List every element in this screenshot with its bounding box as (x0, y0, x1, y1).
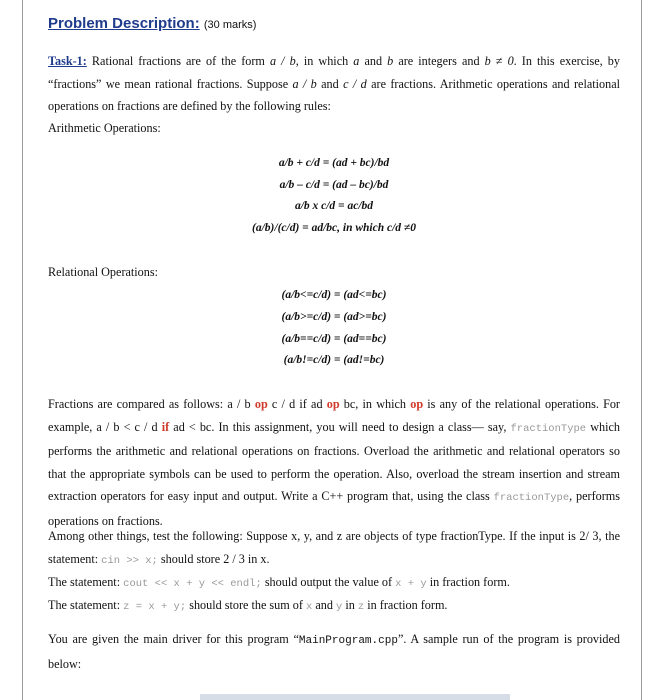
arith-formula-subtract: a/b – c/d = (ad – bc)/bd (279, 179, 389, 191)
task-text: , in which (295, 54, 354, 68)
stmt-text: The statement: (48, 575, 124, 589)
page-border-left (22, 0, 23, 700)
among-text: Among other things, test the following: Suppose x, y, and z are objects of type fractionType. If the input is 2/ 3, the statement: (48, 529, 620, 566)
arith-formula-add: a/b + c/d = (ad + bc)/bd (278, 157, 390, 169)
among-text: should store 2 / 3 in x. (157, 551, 270, 566)
task-math: b (387, 54, 394, 68)
heading-marks: (30 marks) (203, 19, 257, 31)
assign-code: z = x + y; (123, 601, 187, 613)
code-box-edge (200, 694, 510, 700)
var-z-code: z (357, 601, 365, 613)
compare-text: , performs operations on fractions. (48, 489, 621, 528)
compare-text: which performs the arithmetic and relational operations on fractions. Overload the arithmetic and relational operators so that the appropriate symbols can be used to perform the operation. Also, overload the stream insertion and stream extraction operators for easy input and output. Write a C++ program that, using the class (48, 419, 620, 503)
task-math: a / b (269, 54, 296, 68)
stmt-text: The statement: (48, 598, 124, 612)
stmt-text: in fraction form. (364, 598, 448, 612)
task-label: Task-1: (48, 54, 87, 68)
main-program-filename: MainProgram.cpp (298, 635, 398, 647)
compare-text: Fractions are compared as follows: a / b (48, 397, 255, 411)
op-keyword: op (326, 397, 340, 411)
heading-title: Problem Description: (48, 15, 200, 32)
compare-text: c / d if ad (267, 397, 327, 411)
task-text: and (359, 54, 388, 68)
class-name-code: fractionType (493, 492, 570, 504)
driver-text: You are given the main driver for this program “ (48, 632, 299, 646)
rel-formula-eq: (a/b==c/d) = (ad==bc) (281, 333, 387, 345)
compare-paragraph (48, 393, 620, 532)
task-text: Rational fractions are of the form (86, 54, 270, 68)
task-text: . In this exercise, by “fractions” we mean rational fractions. Suppose (48, 54, 620, 91)
stmt-text: and (312, 598, 337, 612)
compare-text: is any of the relational operations. For example, a / b < c / d (48, 397, 620, 434)
task-text: and (316, 76, 344, 91)
problem-heading (48, 15, 256, 32)
arith-formula-divide: (a/b)/(c/d) = ad/bc, in which c/d ≠0 (252, 222, 416, 234)
cout-code: cout << x + y << endl; (123, 578, 262, 590)
relational-title: Relational Operations: (48, 265, 158, 279)
task-text: are integers and (393, 54, 485, 68)
sum-code: x + y (395, 578, 427, 590)
stmt-text: in (342, 598, 358, 612)
stmt-text: in fraction form. (426, 575, 510, 589)
task-intro-paragraph (48, 50, 620, 118)
var-x-code: x (306, 601, 313, 613)
rel-formula-ne: (a/b!=c/d) = (ad!=bc) (283, 354, 385, 366)
task-math: a / b (292, 76, 317, 91)
op-keyword: op (410, 397, 424, 411)
rel-formula-le: (a/b<=c/d) = (ad<=bc) (281, 289, 387, 301)
driver-text: ”. A sample run of the program is provided below: (48, 632, 620, 671)
statement-assign-line (48, 598, 447, 613)
task-math: c / d (343, 76, 367, 91)
op-keyword: op (254, 397, 268, 411)
compare-text: ad < bc. In this assignment, you will need to design a class— say, (169, 419, 511, 434)
among-paragraph (48, 525, 620, 572)
compare-text: bc, in which (339, 397, 411, 411)
if-keyword: if (161, 419, 170, 434)
statement-cout-line (48, 575, 510, 590)
driver-paragraph (48, 628, 620, 675)
task-text: are fractions. Arithmetic operations and relational operations on fractions are defined by the following rules: (48, 76, 620, 113)
rel-formula-ge: (a/b>=c/d) = (ad>=bc) (281, 311, 387, 323)
stmt-text: should store the sum of (186, 598, 306, 612)
stmt-text: should output the value of (261, 575, 396, 589)
task-math: b ≠ 0 (484, 54, 514, 68)
class-name-code: fractionType (510, 422, 587, 435)
arith-formula-multiply: a/b x c/d = ac/bd (294, 200, 374, 212)
cin-code: cin >> x; (101, 554, 158, 567)
task-math: a (353, 54, 360, 68)
var-y-code: y (336, 601, 343, 613)
page-border-right (641, 0, 642, 700)
arithmetic-title: Arithmetic Operations: (48, 121, 161, 135)
